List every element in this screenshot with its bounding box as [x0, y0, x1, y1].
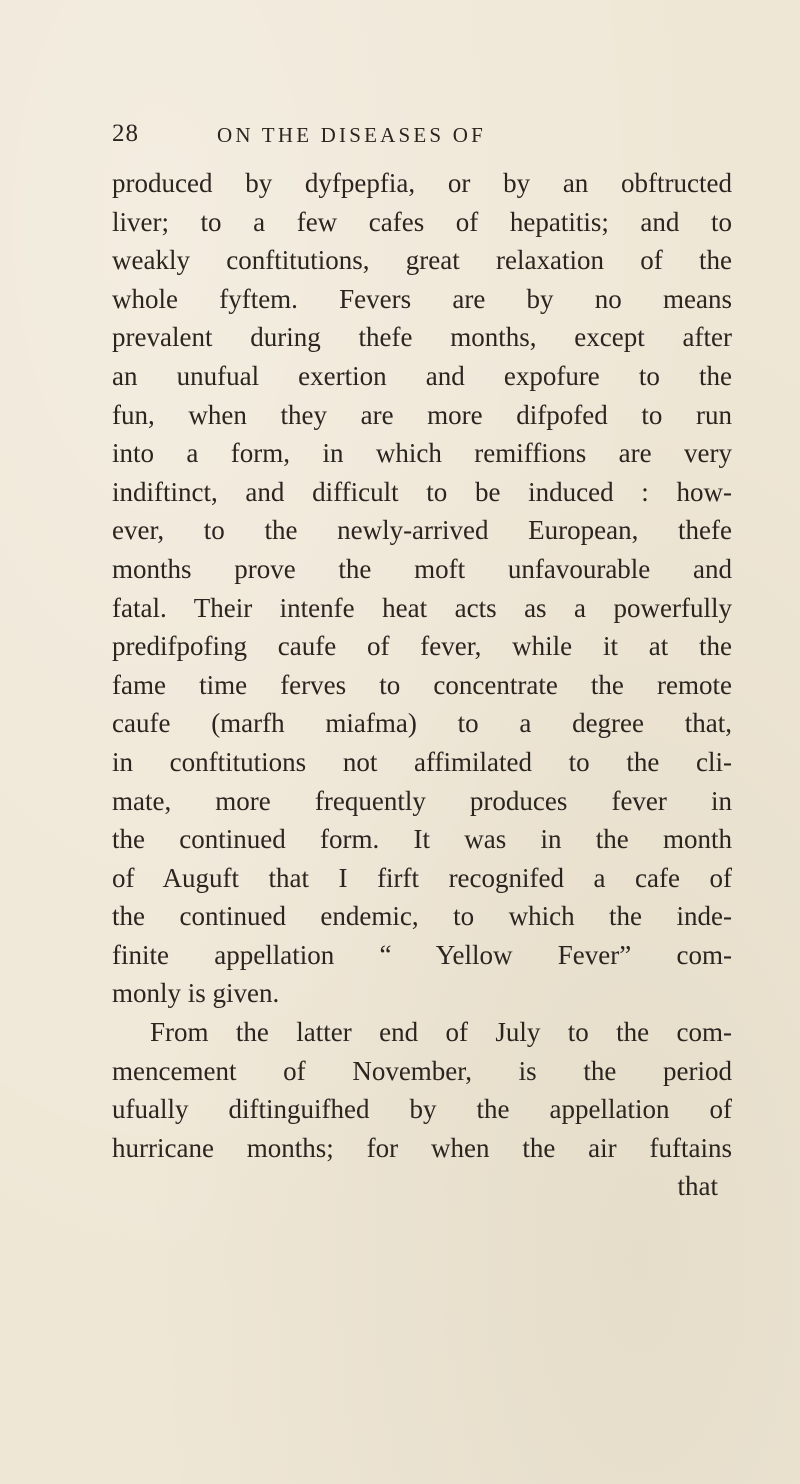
- text-line: predifpofing caufe of fever, while it at the: [112, 631, 732, 662]
- text-line: fame time ferves to concentrate the remote: [112, 669, 732, 700]
- text-line: the continued endemic, to which the inde-: [112, 901, 732, 932]
- text-line: prevalent during thefe months, except after: [112, 322, 732, 353]
- text-line: monly is given.: [112, 978, 280, 1009]
- text-line: ufually diftinguifhed by the appellation of: [112, 1094, 732, 1125]
- text-line: whole fyftem. Fevers are by no means: [112, 283, 732, 314]
- text-line: the continued form. It was in the month: [112, 824, 732, 855]
- text-line: hurricane months; for when the air fuftains: [112, 1132, 732, 1163]
- text-line: weakly conftitutions, great relaxation of the: [112, 245, 732, 276]
- text-line: ever, to the newly-arrived European, thefe: [112, 515, 732, 546]
- text-line: caufe (marfh miafma) to a degree that,: [112, 708, 732, 739]
- text-line: an unufual exertion and expofure to the: [112, 360, 732, 391]
- text-line: produced by dyfpepfia, or by an obftructed: [112, 168, 732, 198]
- text-line: indiftinct, and difficult to be induced : how-: [112, 476, 732, 507]
- running-head: ON THE DISEASES OF: [217, 123, 486, 147]
- text-line: into a form, in which remiffions are very: [112, 438, 732, 469]
- text-line: in conftitutions not affimilated to the cli-: [112, 746, 732, 777]
- text-line: finite appellation “ Yellow Fever” com-: [112, 939, 732, 970]
- text-line: liver; to a few cafes of hepatitis; and to: [112, 206, 732, 237]
- text-line: mencement of November, is the period: [112, 1055, 732, 1086]
- body-text: [112, 164, 732, 1206]
- text-line: fatal. Their intenfe heat acts as a powerfully: [112, 592, 732, 623]
- text-line: of Auguft that I firft recognifed a cafe of: [112, 862, 732, 893]
- text-line: fun, when they are more difpofed to run: [112, 399, 732, 430]
- page-number: 28: [112, 120, 139, 147]
- page-header: [112, 120, 732, 160]
- text-line: From the latter end of July to the com-: [150, 1017, 732, 1048]
- catchword: that: [677, 1171, 718, 1202]
- text-line: months prove the moft unfavourable and: [112, 553, 732, 584]
- text-line: mate, more frequently produces fever in: [112, 785, 732, 816]
